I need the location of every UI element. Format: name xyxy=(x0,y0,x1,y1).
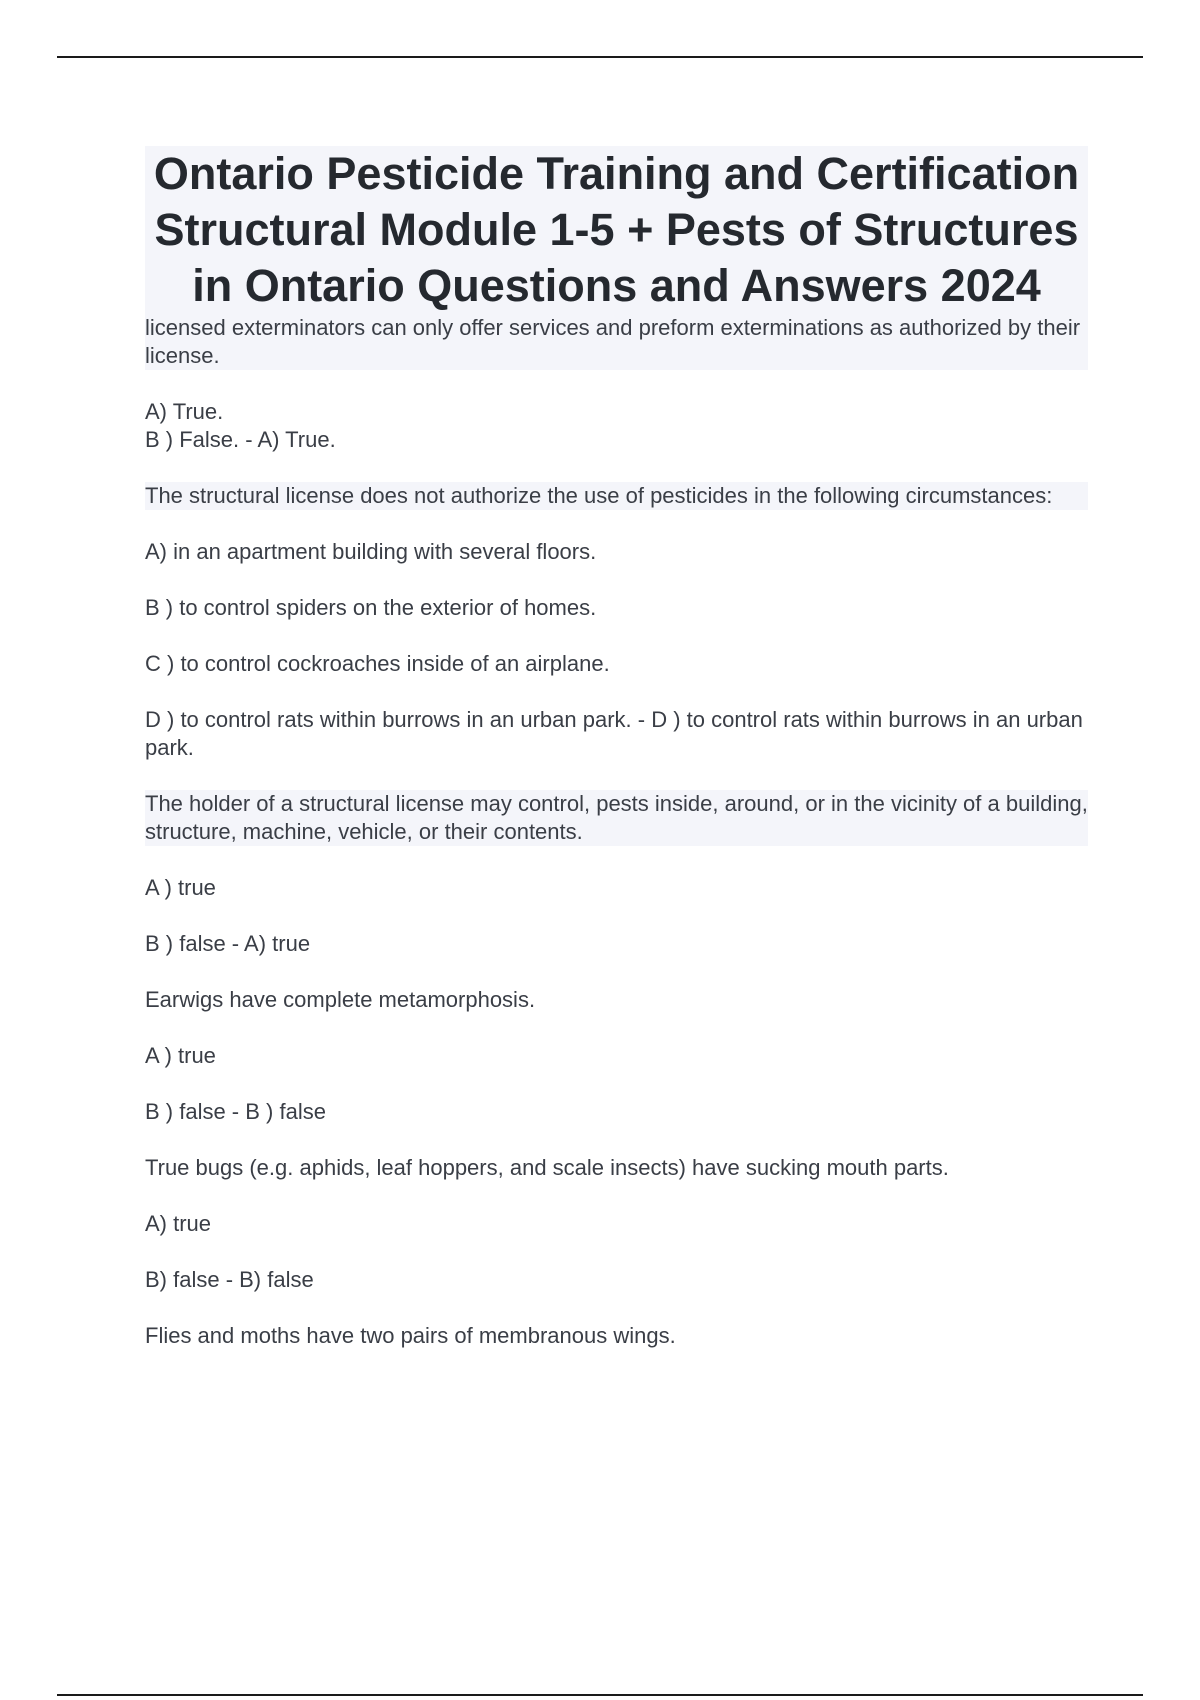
question-2-option-b: B ) to control spiders on the exterior of homes. xyxy=(145,595,597,620)
question-3-text: The holder of a structural license may control, pests inside, around, or in the vicinity of a building, structure, machine, vehicle, or their contents. xyxy=(145,791,1088,844)
top-rule xyxy=(57,56,1143,58)
question-5-option-b-answer: B) false - B) false xyxy=(145,1267,314,1292)
question-4-option-b-answer: B ) false - B ) false xyxy=(145,1099,326,1124)
title-block xyxy=(145,146,1088,314)
bottom-rule xyxy=(57,1694,1143,1696)
question-2-option-a: A) in an apartment building with several floors. xyxy=(145,539,597,564)
question-4-text: Earwigs have complete metamorphosis. xyxy=(145,987,536,1012)
question-2-option-d-answer: D ) to control rats within burrows in an urban park. - D ) to control rats within burrows in an urban park. xyxy=(145,707,1083,760)
question-1-option-a: A) True. xyxy=(145,399,224,424)
question-2-option-c: C ) to control cockroaches inside of an airplane. xyxy=(145,651,610,676)
question-1-text: licensed exterminators can only offer services and preform exterminations as authorized by their license. xyxy=(145,314,1088,370)
question-3-option-a: A ) true xyxy=(145,875,216,900)
question-6-text: Flies and moths have two pairs of membranous wings. xyxy=(145,1323,676,1348)
document-title: Ontario Pesticide Training and Certification Structural Module 1-5 + Pests of Structures in Ontario Questions and Answers 2024 xyxy=(153,148,1080,311)
question-5-text: True bugs (e.g. aphids, leaf hoppers, and scale insects) have sucking mouth parts. xyxy=(145,1155,949,1180)
question-1-option-b-answer: B ) False. - A) True. xyxy=(145,427,336,452)
question-4-option-a: A ) true xyxy=(145,1043,216,1068)
question-2-text: The structural license does not authorize the use of pesticides in the following circumstances: xyxy=(145,482,1088,510)
document-body xyxy=(145,146,1088,1350)
question-5-option-a: A) true xyxy=(145,1211,212,1236)
question-3-option-b-answer: B ) false - A) true xyxy=(145,931,311,956)
